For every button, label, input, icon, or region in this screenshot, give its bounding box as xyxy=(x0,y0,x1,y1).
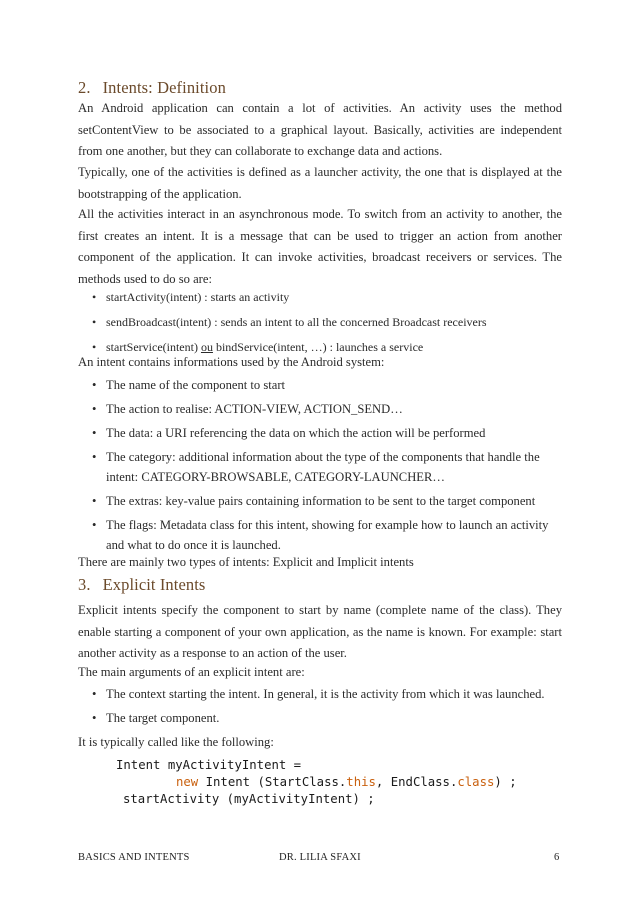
list-item: • The context starting the intent. In general, it is the activity from which it was launched. xyxy=(92,687,545,701)
section-2-heading xyxy=(78,78,226,98)
section-2-title: Intents: Definition xyxy=(102,78,226,97)
list-item: • sendBroadcast(intent) : sends an intent to all the concerned Broadcast receivers xyxy=(92,315,487,329)
list-item: • The flags: Metadata class for this intent, showing for example how to launch an activity and what to do once it is launched. xyxy=(92,518,549,552)
s3-paragraph-2: The main arguments of an explicit intent are: xyxy=(78,665,305,679)
list-item: • The category: additional information about the type of the components that handle the intent: CATEGORY-BROWSABLE, CATEGORY-LAUNCHER… xyxy=(92,450,540,484)
s2-paragraph-1: An Android application can contain a lot of activities. An activity uses the method setContentView to be associated to a graphical layout. Basically, activities are independent from one another, but they can collaborate to exchange data and actions. xyxy=(78,101,562,158)
footer-author: DR. LILIA SFAXI xyxy=(279,852,361,863)
section-3-title: Explicit Intents xyxy=(102,575,206,594)
list-item: • The name of the component to start xyxy=(92,378,286,392)
list-item: • The action to realise: ACTION-VIEW, ACTION_SEND… xyxy=(92,402,403,416)
code-line-3: startActivity (myActivityIntent) ; xyxy=(123,792,375,806)
page-number: 6 xyxy=(554,852,560,863)
list-item: • The target component. xyxy=(92,711,220,725)
s2-paragraph-5: There are mainly two types of intents: Explicit and Implicit intents xyxy=(78,555,414,569)
s3-paragraph-1: Explicit intents specify the component to start by name (complete name of the class). They enable starting a component of your own application, as the name is known. For example: start another activity as a response to an action of the user. xyxy=(78,603,562,660)
methods-list xyxy=(92,287,562,362)
list-item: • The data: a URI referencing the data on which the action will be performed xyxy=(92,426,486,440)
code-line-1: Intent myActivityIntent = xyxy=(116,758,302,772)
list-item: • startActivity(intent) : starts an activity xyxy=(92,290,290,304)
section-2-number: 2. xyxy=(78,78,91,97)
or-underlined: ou xyxy=(200,340,213,354)
s2-paragraph-3: All the activities interact in an asynchronous mode. To switch from an activity to another, the first creates an intent. It is a message that can be used to trigger an action from another component of the application. It can invoke activities, broadcast receivers or services. The methods used to do so are: xyxy=(78,207,562,286)
s2-paragraph-2: Typically, one of the activities is defined as a launcher activity, the one that is displayed at the bootstrapping of the application. xyxy=(78,165,562,201)
section-3-heading xyxy=(78,575,205,595)
args-list xyxy=(92,684,562,732)
intent-info-list xyxy=(92,375,562,559)
list-item: • The extras: key-value pairs containing information to be sent to the target component xyxy=(92,494,536,508)
code-line-2: new Intent (StartClass.this, EndClass.class) ; xyxy=(176,775,517,789)
section-3-number: 3. xyxy=(78,575,91,594)
s2-paragraph-4: An intent contains informations used by the Android system: xyxy=(78,355,385,369)
list-item: • startService(intent) ou bindService(intent, …) : launches a service xyxy=(92,340,424,354)
s3-paragraph-3: It is typically called like the following: xyxy=(78,735,274,749)
footer-left: BASICS AND INTENTS xyxy=(78,852,190,863)
